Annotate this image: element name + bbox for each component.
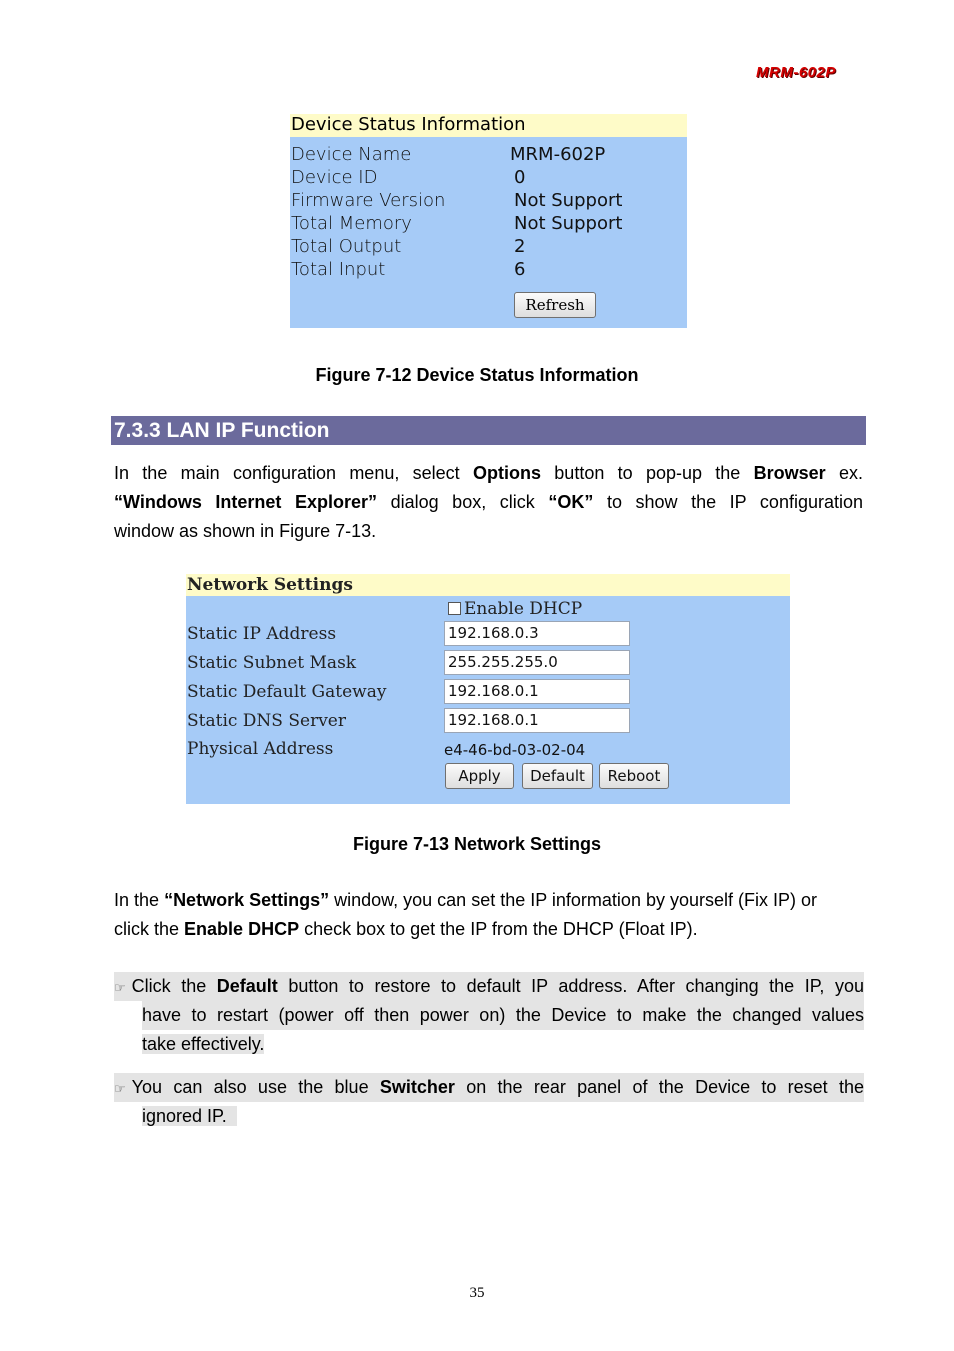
note-text: Click the [131,976,207,996]
note-text: button to restore to default IP address. After changing the IP, you [288,976,864,996]
intro-text: button to pop-up the [554,463,741,483]
note-text: take effectively. [142,1034,265,1054]
status-label-total-input: Total Input [291,259,386,280]
dns-server-input[interactable]: 192.168.0.1 [444,708,630,733]
network-settings-paragraph [114,886,863,944]
body-text: click the [114,919,180,939]
intro-text: In the main configuration menu, select [114,463,460,483]
page-number: 35 [469,1285,485,1301]
figure-caption-7-13: Figure 7-13 Network Settings [352,834,602,854]
intro-text: window as shown in Figure 7-13. [114,521,377,541]
browser-term: Browser [753,463,826,483]
note-text: have to restart (power off then power on) the Device to make the changed values [142,1001,864,1030]
pointing-hand-icon: ☞ [114,980,126,995]
status-label-firmware: Firmware Version [291,190,446,211]
switcher-term: Switcher [379,1077,455,1097]
intro-text: to show the IP configuration [606,492,863,512]
ok-term: “OK” [548,492,594,512]
dns-server-label: Static DNS Server [187,711,346,731]
status-value-firmware: Not Support [514,190,623,211]
status-label-device-name: Device Name [291,144,412,165]
intro-text: dialog box, click [390,492,535,512]
intro-text: ex. [838,463,863,483]
note-text: You can also use the blue [131,1077,369,1097]
static-ip-label: Static IP Address [187,624,337,644]
note-text: on the rear panel of the Device to reset the [466,1077,864,1097]
status-label-total-output: Total Output [291,236,402,257]
enable-dhcp-label: Enable DHCP [464,599,583,619]
status-value-total-input: 6 [514,259,526,280]
enable-dhcp-control[interactable] [448,598,582,620]
body-text: window, you can set the IP information by yourself (Fix IP) or [334,890,817,910]
subnet-mask-label: Static Subnet Mask [187,653,357,673]
pointing-hand-icon: ☞ [114,1081,126,1096]
status-panel-title: Device Status Information [290,114,687,137]
options-term: Options [472,463,541,483]
body-text: In the [114,890,160,910]
brand-logo: MRM-602P [756,64,836,81]
default-gateway-input[interactable]: 192.168.0.1 [444,679,630,704]
status-label-memory: Total Memory [291,213,412,234]
static-ip-input[interactable]: 192.168.0.3 [444,621,630,646]
enable-dhcp-checkbox[interactable] [448,602,461,615]
default-term: Default [216,976,278,996]
status-value-device-id: 0 [514,167,526,188]
status-label-device-id: Device ID [291,167,378,188]
physical-address-label: Physical Address [187,739,334,759]
note-default-button [114,972,864,1059]
default-button[interactable]: Default [522,763,593,789]
network-settings-panel [186,574,790,804]
reboot-button[interactable]: Reboot [599,763,669,789]
note-switcher [114,1073,864,1131]
apply-button[interactable]: Apply [445,763,514,789]
figure-caption-7-12: Figure 7-12 Device Status Information [315,365,639,385]
network-settings-term: “Network Settings” [164,890,330,910]
intro-paragraph [114,459,863,546]
subnet-mask-input[interactable]: 255.255.255.0 [444,650,630,675]
windows-ie-term: “Windows Internet Explorer” [114,492,377,512]
status-value-device-name: MRM-602P [510,144,606,165]
note-text: ignored IP. [142,1106,237,1126]
device-status-panel [290,114,687,328]
default-gateway-label: Static Default Gateway [187,682,387,702]
refresh-button[interactable]: Refresh [514,292,596,318]
status-value-total-output: 2 [514,236,526,257]
physical-address-value: e4-46-bd-03-02-04 [444,741,586,759]
body-text: check box to get the IP from the DHCP (Float IP). [304,919,698,939]
status-value-memory: Not Support [514,213,623,234]
network-panel-title: Network Settings [186,574,790,596]
enable-dhcp-term: Enable DHCP [184,919,300,939]
section-heading: 7.3.3 LAN IP Function [111,416,866,445]
